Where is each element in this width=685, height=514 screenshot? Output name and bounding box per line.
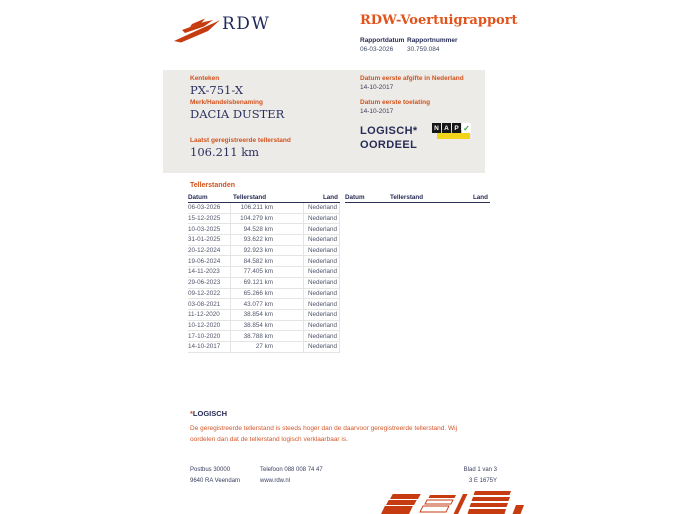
toelating-value: 14-10-2017 — [360, 108, 394, 115]
row-datum: 06-03-2026 — [188, 204, 221, 212]
row-land: Nederland — [307, 289, 337, 297]
nap-letter-n: N — [432, 123, 441, 133]
col-header-datum: Datum — [188, 194, 208, 201]
tellerstanden-heading: Tellerstanden — [190, 182, 235, 189]
table-header-row — [345, 191, 490, 203]
footer-website: www.rdw.nl — [260, 478, 291, 484]
row-tellerstand: 38.854 km — [230, 321, 304, 331]
laatste-tellerstand-label: Laatst geregistreerde tellerstand — [190, 137, 291, 144]
toelating-label: Datum eerste toelating — [360, 99, 431, 106]
report-number-label: Rapportnummer — [407, 37, 458, 44]
report-date-value: 06-03-2026 — [360, 46, 394, 53]
tellerstanden-table-right — [345, 191, 490, 203]
row-land: Nederland — [307, 332, 337, 340]
decorative-stripes-graphic — [378, 487, 528, 514]
tellerstanden-table-left — [188, 191, 340, 353]
row-tellerstand: 106.211 km — [230, 203, 304, 213]
row-land: Nederland — [307, 236, 337, 244]
row-datum: 20-12-2024 — [188, 247, 221, 255]
table-row — [188, 203, 340, 214]
report-number-value: 30.759.084 — [407, 46, 440, 53]
row-tellerstand: 43.077 km — [230, 299, 304, 309]
footer-page-info — [420, 465, 497, 487]
row-datum: 15-12-2025 — [188, 215, 221, 223]
row-tellerstand: 38.854 km — [230, 310, 304, 320]
laatste-tellerstand-value: 106.211 km — [190, 145, 260, 159]
report-date-label: Rapportdatum — [360, 37, 405, 44]
kenteken-value: PX-751-X — [190, 83, 244, 97]
row-land: Nederland — [307, 225, 337, 233]
row-datum: 10-03-2025 — [188, 225, 221, 233]
row-datum: 10-12-2020 — [188, 321, 221, 329]
col-header-land: Land — [322, 194, 338, 201]
nap-logo — [432, 123, 472, 140]
row-land: Nederland — [307, 204, 337, 212]
table-row — [188, 331, 340, 342]
table-header-row — [188, 191, 340, 203]
row-tellerstand: 65.266 km — [230, 289, 304, 299]
table-row — [188, 235, 340, 246]
table-row — [188, 321, 340, 332]
table-row — [188, 214, 340, 225]
footer-address — [190, 465, 240, 487]
row-tellerstand: 92.923 km — [230, 246, 304, 256]
nap-letter-a: A — [442, 123, 451, 133]
table-row — [188, 299, 340, 310]
afgifte-value: 14-10-2017 — [360, 84, 394, 91]
footer-address-line1: Postbus 30000 — [190, 467, 231, 473]
row-tellerstand: 27 km — [230, 342, 304, 352]
row-datum: 03-08-2021 — [188, 300, 221, 308]
footer-phone: Telefoon 088 008 74 47 — [260, 467, 323, 473]
row-tellerstand: 69.121 km — [230, 278, 304, 288]
note-asterisk: * — [190, 409, 193, 418]
row-datum: 14-11-2023 — [188, 268, 220, 276]
row-land: Nederland — [307, 300, 337, 308]
oordeel-line1: LOGISCH* — [360, 125, 418, 137]
row-tellerstand: 104.279 km — [230, 214, 304, 224]
table-row — [188, 246, 340, 257]
table-row — [188, 289, 340, 300]
table-row — [188, 342, 340, 353]
col-header-datum: Datum — [345, 194, 365, 201]
row-datum: 09-12-2022 — [188, 289, 221, 297]
row-land: Nederland — [307, 279, 337, 287]
col-header-tellerstand: Tellerstand — [233, 194, 267, 201]
row-land: Nederland — [307, 268, 337, 276]
row-land: Nederland — [307, 311, 337, 319]
footer-address-line2: 9640 RA Veendam — [190, 478, 241, 484]
logisch-note — [190, 403, 482, 445]
row-land: Nederland — [307, 247, 337, 255]
table-row — [188, 267, 340, 278]
rdw-wordmark: RDW — [222, 14, 271, 34]
afgifte-label: Datum eerste afgifte in Nederland — [360, 75, 464, 82]
footer-form-code: 3 E 1675Y — [468, 478, 497, 484]
oordeel-line2: OORDEEL — [360, 139, 418, 151]
col-header-tellerstand: Tellerstand — [390, 194, 424, 201]
row-land: Nederland — [307, 215, 337, 223]
footer-contact — [260, 465, 323, 487]
page-title: RDW-Voertuigrapport — [360, 13, 518, 28]
row-tellerstand: 77.405 km — [230, 267, 304, 277]
rdw-wing-logo-icon — [174, 17, 220, 43]
row-tellerstand: 94.528 km — [230, 224, 304, 234]
kenteken-label: Kenteken — [190, 75, 220, 82]
table-row — [188, 278, 340, 289]
oordeel-text — [360, 124, 418, 152]
merk-label: Merk/Handelsbenaming — [190, 99, 263, 106]
table-row — [188, 256, 340, 267]
note-title: LOGISCH — [192, 409, 228, 418]
note-body: De geregistreerde tellerstand is steeds hoger dan de daarvoor geregistreerde tellerstand. Wij oordelen dan dat de tellerstand logisch verklaarbaar is. — [190, 425, 458, 443]
row-datum: 14-10-2017 — [188, 343, 221, 351]
table-row — [188, 310, 340, 321]
row-land: Nederland — [307, 321, 337, 329]
row-tellerstand: 84.582 km — [230, 256, 304, 266]
row-land: Nederland — [307, 257, 337, 265]
row-datum: 11-12-2020 — [188, 311, 220, 319]
row-datum: 29-06-2023 — [188, 279, 221, 287]
col-header-land: Land — [472, 194, 488, 201]
nap-check-icon: ✓ — [463, 123, 470, 133]
nap-letter-p: P — [452, 123, 461, 133]
footer-page-number: Blad 1 van 3 — [463, 467, 497, 473]
row-datum: 31-01-2025 — [188, 236, 221, 244]
row-land: Nederland — [307, 343, 337, 351]
merk-value: DACIA DUSTER — [190, 107, 285, 121]
row-datum: 19-06-2024 — [188, 257, 221, 265]
row-tellerstand: 38.788 km — [230, 331, 304, 341]
row-datum: 17-10-2020 — [188, 332, 221, 340]
table-row — [188, 224, 340, 235]
row-tellerstand: 93.622 km — [230, 235, 304, 245]
